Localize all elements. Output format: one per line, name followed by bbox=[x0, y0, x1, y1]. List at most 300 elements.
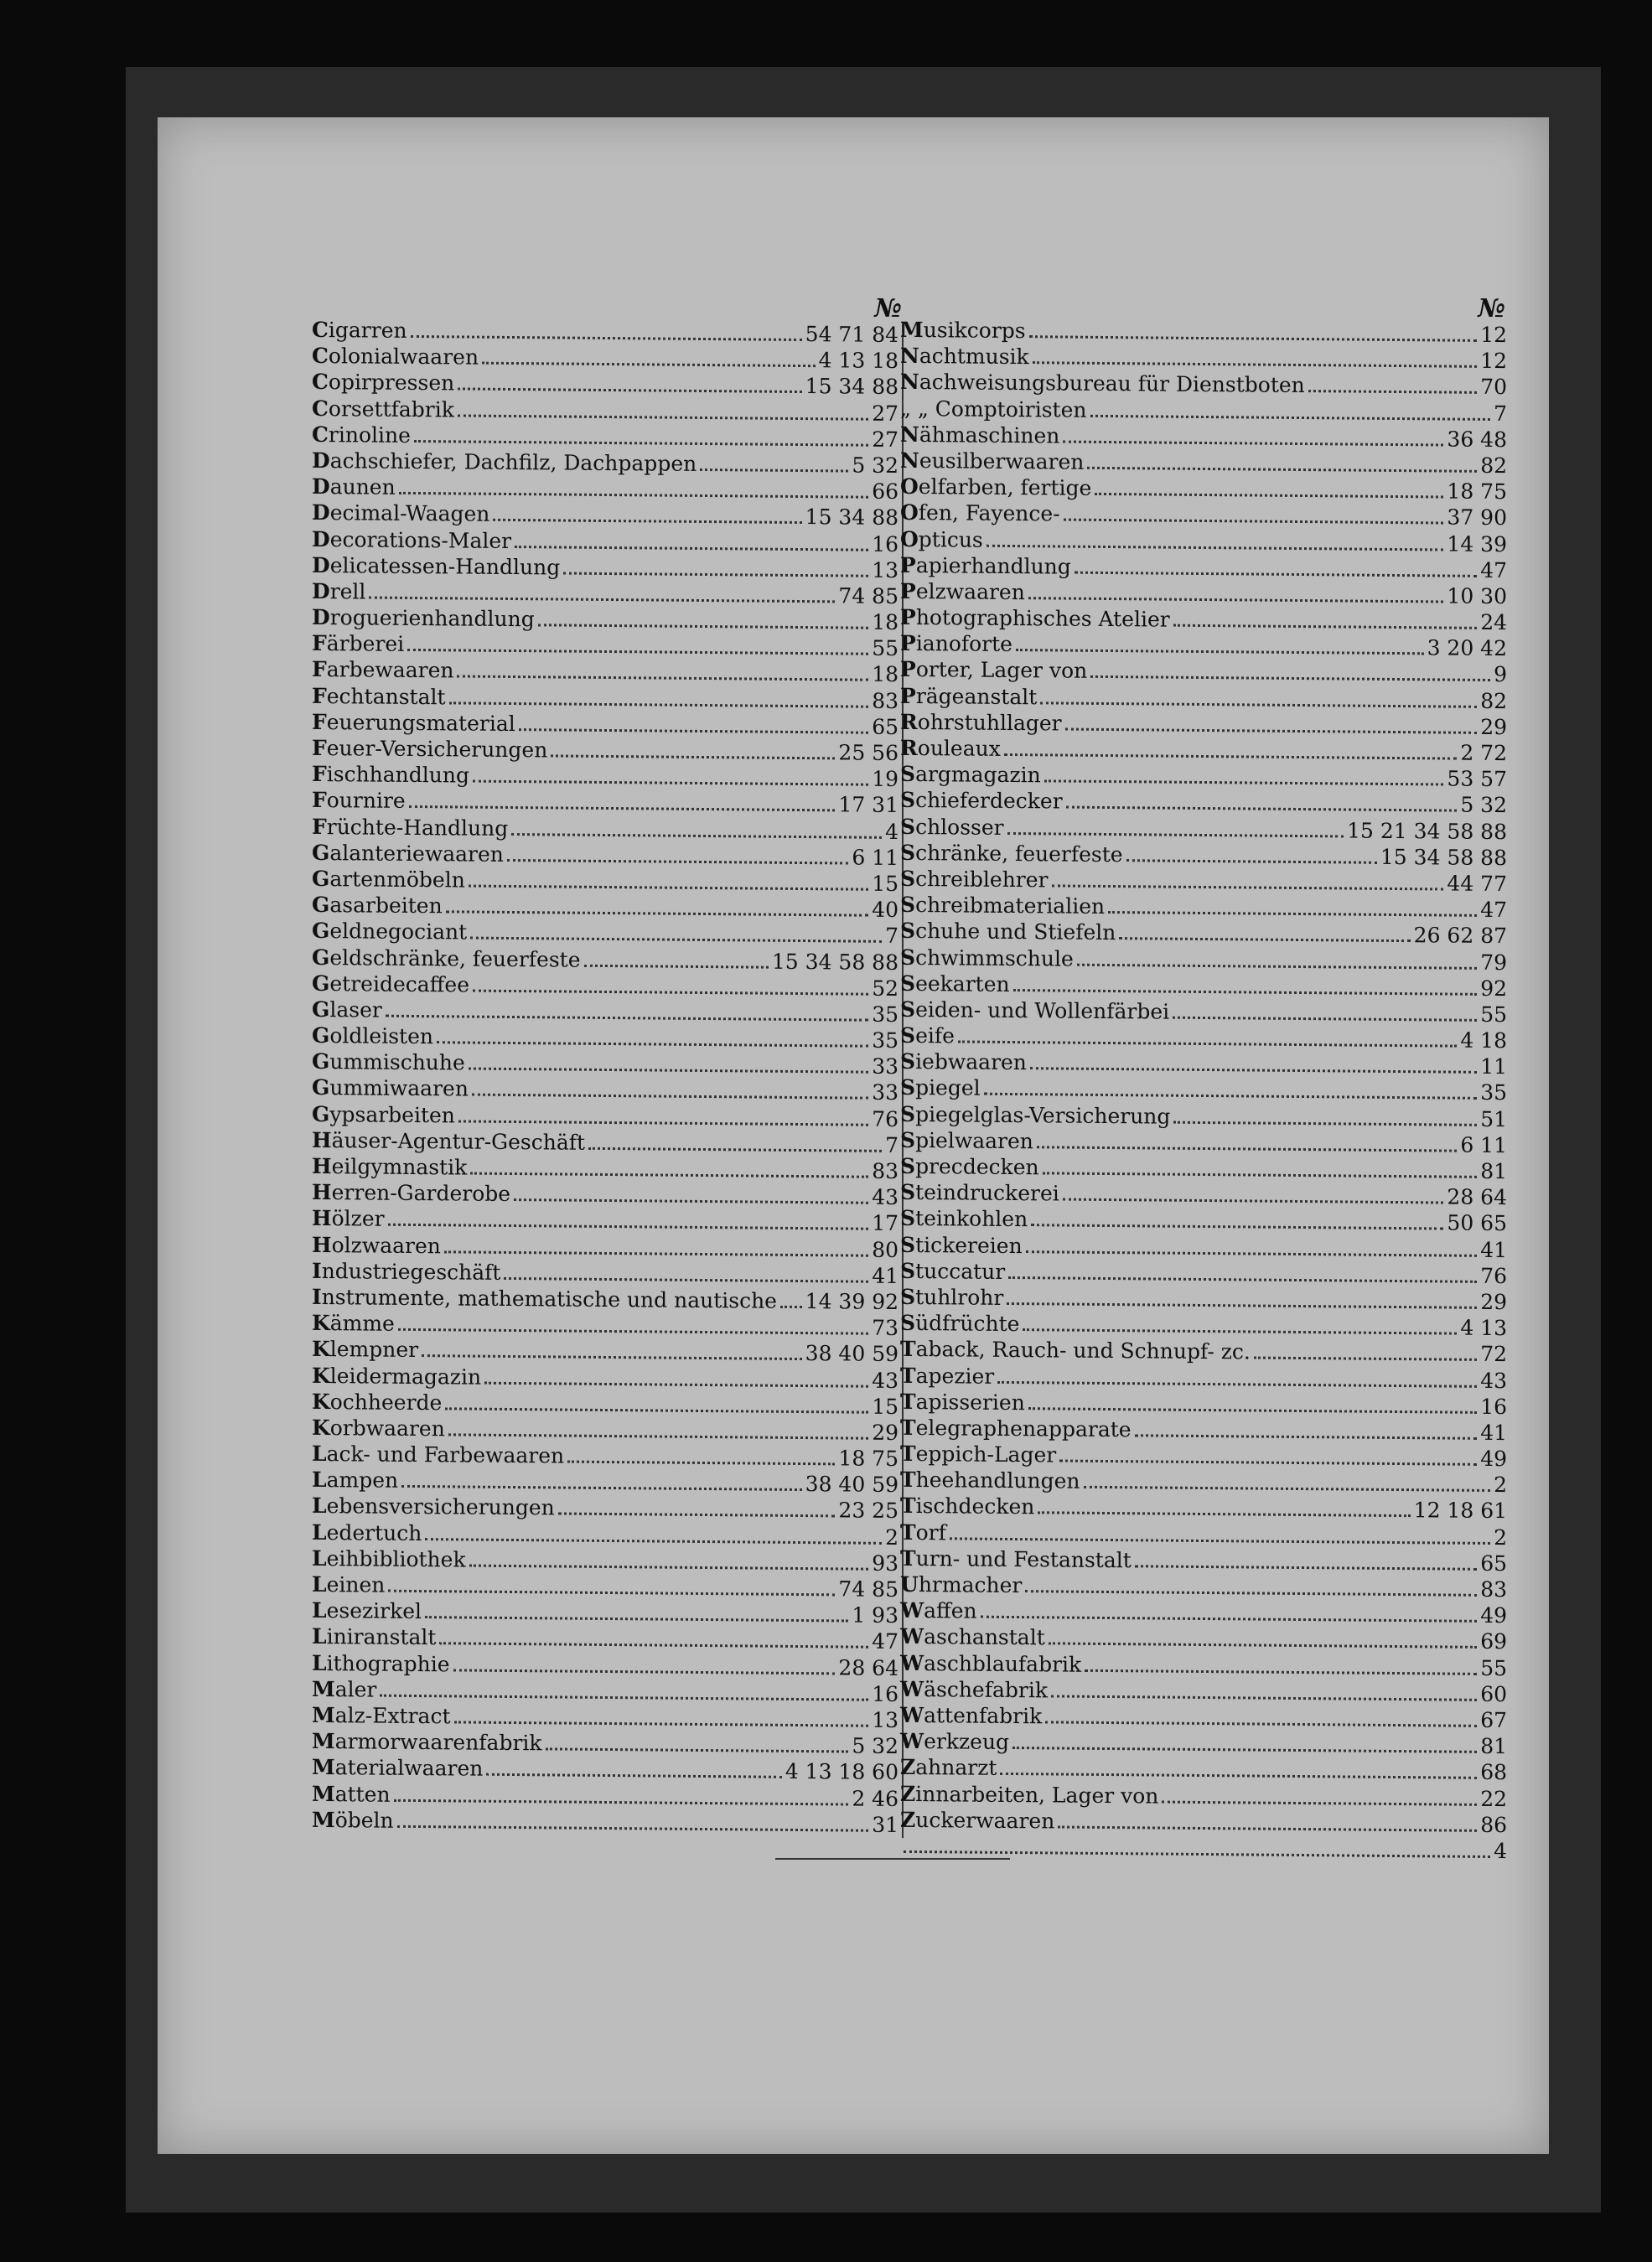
entry-numbers: 31 bbox=[872, 1812, 899, 1837]
leader-dots bbox=[1033, 361, 1477, 368]
leader-dots bbox=[1029, 335, 1478, 342]
leader-dots bbox=[457, 675, 868, 681]
entry-numbers: 26 62 87 bbox=[1413, 923, 1507, 949]
entry-numbers: 82 bbox=[1480, 453, 1507, 479]
entry-numbers: 13 bbox=[872, 1707, 899, 1732]
leader-dots bbox=[473, 780, 868, 786]
entry-label: Neusilberwaaren bbox=[900, 448, 1085, 474]
entry-numbers: 18 75 bbox=[1447, 479, 1507, 505]
leader-dots bbox=[397, 1825, 869, 1831]
entry-numbers: 50 65 bbox=[1447, 1210, 1507, 1236]
entry-numbers: 17 31 bbox=[838, 792, 899, 818]
entry-label: Getreidecaffee bbox=[312, 971, 469, 997]
entry-label: Teppich-Lager bbox=[900, 1441, 1057, 1467]
leader-dots bbox=[1044, 780, 1444, 786]
leader-dots bbox=[380, 1694, 868, 1700]
leader-dots bbox=[446, 910, 869, 916]
entry-numbers: 15 21 34 58 88 bbox=[1347, 818, 1507, 844]
leader-dots bbox=[1085, 1669, 1477, 1675]
entry-numbers: 4 13 18 bbox=[818, 348, 899, 374]
entry-numbers: 4 13 18 60 bbox=[785, 1759, 899, 1785]
leader-dots bbox=[394, 1799, 849, 1805]
entry-numbers: 68 bbox=[1480, 1760, 1507, 1785]
entry-label: Tapisserien bbox=[900, 1389, 1025, 1415]
entry-numbers: 27 bbox=[872, 401, 899, 426]
entry-label: Waschanstalt bbox=[900, 1624, 1045, 1650]
entry-numbers: 7 bbox=[1494, 401, 1507, 426]
entry-numbers: 16 bbox=[1480, 1394, 1507, 1419]
entry-numbers: 82 bbox=[1480, 688, 1507, 713]
entry-label: Farbewaaren bbox=[312, 657, 454, 683]
index-entry bbox=[312, 1754, 904, 1785]
entry-numbers: 22 bbox=[1480, 1786, 1507, 1811]
entry-label: „ „ Comptoiristen bbox=[900, 396, 1087, 422]
index-list-right bbox=[900, 317, 1507, 1864]
entry-numbers: 14 39 92 bbox=[805, 1288, 899, 1314]
entry-label: Schreibmaterialien bbox=[900, 892, 1106, 919]
entry-label: Tapezier bbox=[900, 1363, 995, 1389]
leader-dots bbox=[1066, 806, 1458, 812]
entry-label: Taback, Rauch- und Schnupf- zc. bbox=[900, 1337, 1251, 1364]
entry-label: Waschblaufabrik bbox=[900, 1650, 1082, 1677]
leader-dots bbox=[1064, 519, 1444, 525]
entry-numbers: 83 bbox=[872, 688, 899, 713]
entry-numbers: 12 bbox=[1480, 322, 1507, 348]
entry-label: Zuckerwaaren bbox=[900, 1807, 1055, 1834]
entry-label: Geldschränke, feuerfeste bbox=[312, 945, 581, 972]
leader-dots bbox=[958, 1041, 1457, 1048]
leader-dots bbox=[458, 388, 801, 394]
leader-dots bbox=[1075, 571, 1477, 577]
leader-dots bbox=[1045, 1721, 1477, 1726]
entry-numbers: 41 bbox=[1480, 1420, 1507, 1446]
entry-label: Cigarren bbox=[312, 317, 407, 343]
leader-dots bbox=[1119, 937, 1410, 942]
entry-numbers: 35 bbox=[872, 1027, 899, 1053]
entry-numbers: 35 bbox=[872, 1002, 899, 1027]
leader-dots bbox=[422, 1354, 802, 1360]
entry-numbers: 69 bbox=[1480, 1629, 1507, 1654]
entry-numbers: 73 bbox=[872, 1315, 899, 1341]
leader-dots bbox=[493, 519, 801, 524]
index-column-right bbox=[900, 291, 1507, 1864]
entry-label: Herren-Garderobe bbox=[312, 1180, 511, 1207]
leader-dots bbox=[1023, 1328, 1457, 1335]
leader-dots bbox=[1077, 963, 1477, 969]
entry-label: Kämme bbox=[312, 1311, 395, 1336]
leader-dots bbox=[1030, 1067, 1477, 1074]
leader-dots bbox=[454, 1721, 869, 1726]
leader-dots bbox=[584, 964, 769, 968]
entry-label: Zinnarbeiten, Lager von bbox=[900, 1781, 1159, 1809]
entry-numbers: 25 56 bbox=[838, 740, 899, 766]
leader-dots bbox=[1026, 1250, 1478, 1257]
entry-numbers: 72 bbox=[1480, 1342, 1507, 1367]
entry-numbers: 81 bbox=[1480, 1158, 1507, 1184]
entry-label: Corsettfabrik bbox=[312, 396, 454, 422]
entry-label: Crinoline bbox=[312, 422, 411, 448]
entry-numbers: 43 bbox=[1480, 1368, 1507, 1393]
leader-dots bbox=[369, 596, 835, 603]
entry-numbers: 15 34 88 bbox=[805, 505, 899, 531]
leader-dots bbox=[514, 1198, 868, 1204]
entry-numbers: 92 bbox=[1480, 976, 1507, 1001]
entry-numbers: 19 bbox=[872, 766, 899, 792]
leader-dots bbox=[1038, 1512, 1410, 1518]
entry-numbers: 5 32 bbox=[852, 1733, 899, 1759]
entry-label: Uhrmacher bbox=[900, 1571, 1023, 1598]
leader-dots bbox=[398, 1328, 868, 1335]
leader-dots bbox=[1028, 1407, 1477, 1414]
entry-numbers: 15 bbox=[872, 1394, 899, 1419]
entry-numbers: 4 13 bbox=[1460, 1315, 1507, 1341]
entry-label: Torf bbox=[900, 1519, 946, 1545]
entry-label: Gartenmöbeln bbox=[312, 866, 465, 893]
leader-dots bbox=[1254, 1357, 1477, 1361]
leader-dots bbox=[425, 1616, 848, 1622]
index-entry bbox=[312, 1284, 904, 1315]
entry-numbers: 18 bbox=[872, 609, 899, 635]
entry-numbers: 9 bbox=[1494, 662, 1507, 687]
entry-label: Decorations-Maler bbox=[312, 526, 512, 553]
entry-numbers: 5 32 bbox=[1460, 793, 1507, 818]
entry-label: Wattenfabrik bbox=[900, 1702, 1043, 1729]
entry-label: Instrumente, mathematische und nautische bbox=[312, 1284, 777, 1313]
entry-label: Fournire bbox=[312, 788, 406, 814]
entry-numbers: 76 bbox=[1480, 1263, 1507, 1288]
entry-numbers: 2 46 bbox=[852, 1786, 899, 1811]
entry-label: Leinen bbox=[312, 1571, 386, 1597]
leader-dots bbox=[1004, 753, 1457, 760]
entry-numbers: 65 bbox=[872, 714, 899, 739]
leader-dots bbox=[981, 1616, 1478, 1623]
leader-dots bbox=[950, 1537, 1490, 1545]
entry-numbers: 7 bbox=[885, 1132, 899, 1157]
entry-numbers: 16 bbox=[872, 1681, 899, 1706]
entry-numbers: 67 bbox=[1480, 1707, 1507, 1733]
entry-label: Schlosser bbox=[900, 814, 1004, 840]
entry-numbers: 11 bbox=[1480, 1054, 1507, 1079]
leader-dots bbox=[1059, 1460, 1477, 1466]
entry-label: Seife bbox=[900, 1022, 955, 1048]
leader-dots bbox=[484, 1381, 868, 1387]
entry-numbers: 47 bbox=[1480, 557, 1507, 582]
entry-numbers: 13 bbox=[872, 557, 899, 582]
entry-label: Klempner bbox=[312, 1337, 419, 1363]
leader-dots bbox=[1173, 1121, 1477, 1126]
leader-dots bbox=[700, 468, 848, 473]
index-list-left bbox=[312, 317, 904, 1838]
entry-numbers: 12 18 61 bbox=[1413, 1498, 1507, 1524]
index-entry bbox=[900, 1048, 1507, 1080]
entry-label: Drell bbox=[312, 578, 366, 604]
entry-numbers: 66 bbox=[872, 479, 899, 505]
entry-numbers: 44 77 bbox=[1447, 871, 1507, 897]
leader-dots bbox=[588, 1147, 882, 1152]
entry-label: Copirpressen bbox=[312, 370, 455, 396]
entry-numbers: 18 75 bbox=[838, 1446, 899, 1472]
leader-dots bbox=[437, 1041, 868, 1047]
number-header-right: № bbox=[1478, 293, 1505, 324]
entry-numbers: 60 bbox=[1480, 1681, 1507, 1706]
entry-numbers: 55 bbox=[1480, 1655, 1507, 1680]
leader-dots bbox=[987, 544, 1444, 551]
entry-numbers: 49 bbox=[1480, 1603, 1507, 1628]
index-entry bbox=[900, 996, 1507, 1028]
leader-dots bbox=[1058, 1825, 1477, 1831]
number-header-left: № bbox=[874, 293, 902, 324]
entry-label: Korbwaaren bbox=[312, 1415, 445, 1442]
leader-dots bbox=[414, 440, 868, 447]
entry-numbers: 28 64 bbox=[838, 1654, 899, 1680]
entry-label: Glaser bbox=[312, 996, 382, 1022]
leader-dots bbox=[1043, 1172, 1478, 1178]
entry-label: Dachschiefer, Dachfilz, Dachpappen bbox=[312, 448, 697, 476]
entry-label: Materialwaaren bbox=[312, 1755, 484, 1782]
entry-label: Sprecdecken bbox=[900, 1153, 1039, 1180]
entry-label: Marmorwaarenfabrik bbox=[312, 1729, 542, 1756]
entry-numbers: 2 bbox=[1494, 1473, 1507, 1498]
entry-label: Steinkohlen bbox=[900, 1206, 1028, 1232]
leader-dots bbox=[904, 1850, 1490, 1858]
leader-dots bbox=[1135, 1565, 1477, 1571]
entry-numbers: 4 18 bbox=[1460, 1027, 1507, 1053]
entry-numbers: 24 bbox=[1480, 609, 1507, 635]
entry-numbers: 1 93 bbox=[852, 1602, 899, 1628]
leader-dots bbox=[1108, 911, 1477, 917]
entry-numbers: 47 bbox=[872, 1629, 899, 1654]
leader-dots bbox=[519, 728, 868, 734]
entry-label: Gypsarbeiten bbox=[312, 1101, 455, 1128]
entry-label: Lack- und Farbewaaren bbox=[312, 1441, 565, 1468]
entry-numbers: 29 bbox=[872, 1420, 899, 1445]
index-entry bbox=[900, 500, 1507, 531]
leader-dots bbox=[1052, 884, 1444, 890]
leader-dots bbox=[445, 1407, 868, 1413]
entry-label: Fechtanstalt bbox=[312, 683, 446, 709]
leader-dots bbox=[1051, 1695, 1477, 1700]
leader-dots bbox=[511, 833, 882, 839]
entry-numbers: 38 40 59 bbox=[805, 1341, 899, 1367]
entry-numbers: 2 bbox=[885, 1524, 899, 1550]
entry-label: Photographisches Atelier bbox=[900, 604, 1170, 632]
entry-label: Rohrstuhllager bbox=[900, 709, 1062, 736]
leader-dots bbox=[551, 754, 835, 759]
leader-dots bbox=[1012, 1747, 1477, 1753]
index-entry bbox=[900, 1493, 1507, 1524]
entry-numbers: 5 32 bbox=[852, 453, 899, 478]
entry-numbers: 52 bbox=[872, 976, 899, 1001]
leader-dots bbox=[515, 546, 868, 551]
entry-label: Werkzeug bbox=[900, 1728, 1010, 1755]
leader-dots bbox=[1135, 1434, 1478, 1440]
leader-dots bbox=[469, 884, 868, 890]
entry-label: Gasarbeiten bbox=[312, 893, 443, 919]
leader-dots bbox=[448, 1433, 868, 1439]
entry-numbers: 53 57 bbox=[1447, 766, 1507, 792]
entry-label: Sargmagazin bbox=[900, 762, 1041, 788]
index-entry bbox=[312, 448, 904, 479]
entry-numbers: 3 20 42 bbox=[1427, 635, 1507, 661]
leader-dots bbox=[439, 1643, 868, 1649]
leader-dots bbox=[567, 1461, 835, 1466]
leader-dots bbox=[1095, 493, 1443, 499]
entry-numbers: 86 bbox=[1480, 1812, 1507, 1837]
leader-dots bbox=[401, 1485, 802, 1491]
leader-dots bbox=[482, 362, 816, 367]
index-entry bbox=[312, 552, 904, 583]
leader-dots bbox=[1090, 414, 1491, 420]
entry-label: Stickereien bbox=[900, 1232, 1023, 1258]
entry-label: Leihbibliothek bbox=[312, 1545, 466, 1572]
leader-dots bbox=[1084, 1486, 1491, 1492]
entry-label: Schuhe und Stiefeln bbox=[900, 919, 1116, 945]
leader-dots bbox=[997, 1380, 1477, 1387]
leader-dots bbox=[449, 701, 869, 707]
entry-label: Schreiblehrer bbox=[900, 866, 1049, 893]
entry-numbers: 49 bbox=[1480, 1446, 1507, 1472]
entry-label: Stuhlrohr bbox=[900, 1284, 1004, 1310]
entry-numbers: 17 bbox=[872, 1211, 899, 1236]
index-entry bbox=[312, 1441, 904, 1472]
entry-label: Stuccatur bbox=[900, 1258, 1006, 1284]
entry-numbers: 2 bbox=[1494, 1524, 1507, 1550]
leader-dots bbox=[1087, 467, 1477, 473]
leader-dots bbox=[1016, 649, 1424, 655]
entry-label: Südfrüchte bbox=[900, 1310, 1020, 1337]
entry-numbers: 27 bbox=[872, 427, 899, 452]
leader-dots bbox=[558, 1513, 836, 1518]
leader-dots bbox=[470, 937, 882, 943]
leader-dots bbox=[469, 1068, 868, 1074]
leader-dots bbox=[444, 1250, 868, 1256]
entry-label: Spiegelglas-Versicherung bbox=[900, 1101, 1171, 1129]
entry-label: Matten bbox=[312, 1781, 391, 1807]
entry-numbers: 83 bbox=[1480, 1576, 1507, 1602]
leader-dots bbox=[504, 1277, 868, 1283]
leader-dots bbox=[388, 1224, 869, 1230]
entry-label: Rouleaux bbox=[900, 735, 1001, 761]
leader-dots bbox=[386, 1015, 868, 1022]
leader-dots bbox=[407, 649, 868, 655]
entry-label: Droguerienhandlung bbox=[312, 604, 535, 632]
entry-label: Musikcorps bbox=[900, 317, 1026, 344]
entry-numbers: 29 bbox=[1480, 714, 1507, 739]
entry-numbers: 43 bbox=[872, 1184, 899, 1210]
entry-label: Porter, Lager von bbox=[900, 657, 1088, 684]
entry-numbers: 2 72 bbox=[1460, 740, 1507, 766]
entry-numbers: 7 bbox=[885, 924, 899, 949]
entry-numbers: 15 34 88 bbox=[805, 374, 899, 400]
entry-label: Siebwaaren bbox=[900, 1049, 1027, 1075]
index-entry bbox=[900, 1807, 1507, 1839]
entry-numbers: 41 bbox=[1480, 1237, 1507, 1262]
entry-label: Waffen bbox=[900, 1598, 977, 1623]
entry-numbers: 18 bbox=[872, 662, 899, 687]
entry-numbers: 74 85 bbox=[838, 583, 899, 608]
entry-numbers: 38 40 59 bbox=[805, 1472, 899, 1498]
entry-label: Schwimmschule bbox=[900, 945, 1074, 971]
entry-label: Galanteriewaaren bbox=[312, 840, 504, 867]
leader-dots bbox=[453, 1669, 836, 1675]
leader-dots bbox=[409, 805, 836, 811]
entry-label: Oelfarben, fertige bbox=[900, 474, 1092, 500]
leader-dots bbox=[1031, 1224, 1443, 1230]
entry-label: Fischhandlung bbox=[312, 762, 469, 788]
leader-dots bbox=[458, 414, 868, 420]
entry-label: Feuer-Versicherungen bbox=[312, 735, 548, 763]
entry-numbers: 28 64 bbox=[1447, 1184, 1507, 1210]
index-entry bbox=[312, 971, 904, 1002]
leader-dots bbox=[1063, 1198, 1444, 1204]
leader-dots bbox=[1308, 390, 1477, 394]
entry-label: Maler bbox=[312, 1676, 377, 1702]
index-entry bbox=[312, 1649, 904, 1680]
entry-numbers: 74 85 bbox=[838, 1576, 899, 1602]
leader-dots bbox=[1049, 1643, 1477, 1649]
entry-label: Spiegel bbox=[900, 1075, 981, 1101]
entry-numbers: 16 bbox=[872, 531, 899, 556]
entry-numbers: 33 bbox=[872, 1080, 899, 1105]
entry-numbers: 15 34 58 88 bbox=[771, 949, 899, 975]
section-divider bbox=[775, 1858, 1010, 1860]
entry-label: Lampen bbox=[312, 1467, 399, 1493]
leader-dots bbox=[469, 1564, 869, 1570]
entry-numbers: 40 bbox=[872, 897, 899, 923]
entry-label: Hölzer bbox=[312, 1206, 385, 1232]
entry-label: Daunen bbox=[312, 474, 396, 500]
leader-dots bbox=[1126, 859, 1377, 864]
leader-dots bbox=[1008, 1276, 1477, 1283]
leader-dots bbox=[1065, 727, 1478, 733]
leader-dots bbox=[546, 1747, 849, 1752]
entry-label: Spielwaaren bbox=[900, 1127, 1033, 1154]
entry-numbers: 70 bbox=[1480, 375, 1507, 400]
entry-label: Steindruckerei bbox=[900, 1180, 1059, 1206]
index-entry bbox=[312, 1807, 904, 1838]
leader-dots bbox=[1007, 1302, 1477, 1309]
leader-dots bbox=[1173, 1017, 1477, 1022]
entry-numbers: 81 bbox=[1480, 1734, 1507, 1759]
entry-numbers: 12 bbox=[1480, 349, 1507, 374]
entry-label: Kochheerde bbox=[312, 1389, 443, 1415]
index-entry bbox=[900, 1571, 1507, 1603]
leader-dots bbox=[1162, 1800, 1477, 1805]
entry-label: Möbeln bbox=[312, 1807, 394, 1833]
leader-dots bbox=[486, 1773, 781, 1778]
leader-dots bbox=[399, 492, 868, 499]
entry-numbers: 41 bbox=[872, 1263, 899, 1288]
entry-numbers: 43 bbox=[872, 1368, 899, 1393]
entry-numbers: 54 71 84 bbox=[805, 322, 899, 348]
index-entry bbox=[312, 1179, 904, 1210]
entry-label: Telegraphenapparate bbox=[900, 1415, 1132, 1442]
entry-label: Goldleisten bbox=[312, 1022, 433, 1049]
entry-label: Colonialwaaren bbox=[312, 344, 479, 370]
entry-label: Gummiwaaren bbox=[312, 1075, 469, 1101]
entry-numbers: 55 bbox=[1480, 1002, 1507, 1027]
entry-label: Holzwaaren bbox=[312, 1232, 441, 1258]
entry-label: Wäschefabrik bbox=[900, 1676, 1048, 1703]
leader-dots bbox=[984, 1093, 1478, 1100]
leader-dots bbox=[1173, 624, 1477, 629]
entry-numbers: 93 bbox=[872, 1550, 899, 1576]
leader-dots bbox=[473, 989, 868, 995]
entry-label: Ofen, Fayence- bbox=[900, 500, 1060, 526]
entry-label: Lesezirkel bbox=[312, 1598, 422, 1624]
entry-label: Häuser-Agentur-Geschäft bbox=[312, 1127, 586, 1155]
leader-dots bbox=[472, 1094, 868, 1100]
